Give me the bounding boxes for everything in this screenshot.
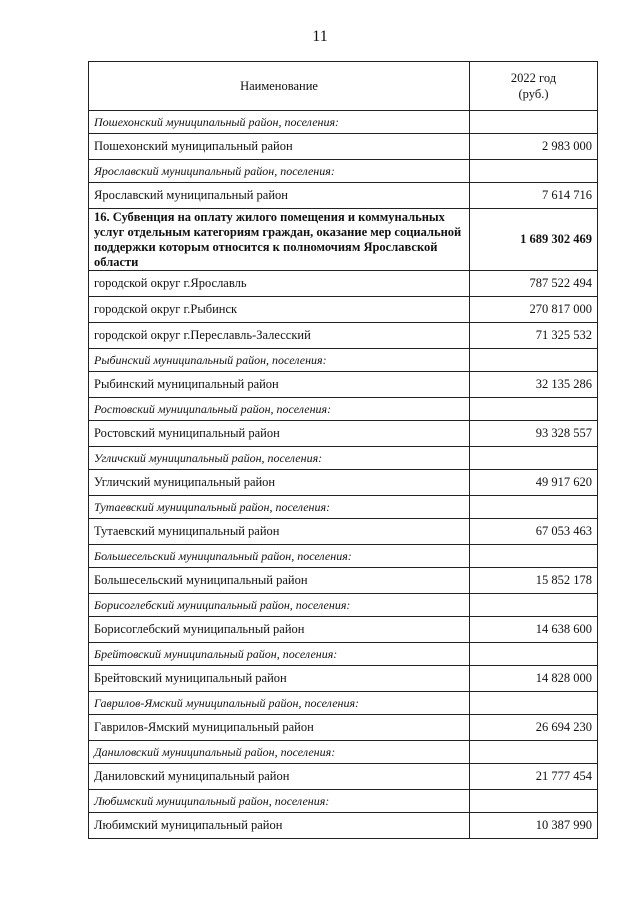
row-name: Рыбинский муниципальный район [89, 372, 470, 398]
table-row [89, 617, 598, 643]
district-header-label: Брейтовский муниципальный район, поселения: [89, 643, 470, 666]
district-header-row [89, 496, 598, 519]
section-total: 1 689 302 469 [470, 209, 598, 271]
table-header-row [89, 62, 598, 111]
district-header-row [89, 643, 598, 666]
column-header-unit: (руб.) [518, 87, 549, 101]
row-value [470, 447, 598, 470]
row-value: 26 694 230 [470, 715, 598, 741]
district-header-label: Гаврилов-Ямский муниципальный район, поселения: [89, 692, 470, 715]
row-name: Угличский муниципальный район [89, 470, 470, 496]
row-value [470, 398, 598, 421]
row-value: 93 328 557 [470, 421, 598, 447]
row-value: 15 852 178 [470, 568, 598, 594]
column-header-name: Наименование [89, 62, 470, 111]
row-name: Любимский муниципальный район [89, 813, 470, 839]
district-header-row [89, 111, 598, 134]
row-value: 270 817 000 [470, 297, 598, 323]
district-header-label: Рыбинский муниципальный район, поселения: [89, 349, 470, 372]
row-value [470, 111, 598, 134]
district-header-row [89, 692, 598, 715]
row-name: Даниловский муниципальный район [89, 764, 470, 790]
table-row [89, 297, 598, 323]
table-row [89, 372, 598, 398]
row-value [470, 545, 598, 568]
row-name: Пошехонский муниципальный район [89, 134, 470, 160]
row-value [470, 741, 598, 764]
page-number: 11 [312, 28, 328, 45]
table-row [89, 271, 598, 297]
table-row [89, 764, 598, 790]
district-header-label: Ростовский муниципальный район, поселения: [89, 398, 470, 421]
district-header-row [89, 790, 598, 813]
row-value [470, 594, 598, 617]
district-header-label: Угличский муниципальный район, поселения: [89, 447, 470, 470]
table-row [89, 421, 598, 447]
row-name: Брейтовский муниципальный район [89, 666, 470, 692]
row-name: Ростовский муниципальный район [89, 421, 470, 447]
row-value: 7 614 716 [470, 183, 598, 209]
table-row [89, 666, 598, 692]
district-header-label: Борисоглебский муниципальный район, поселения: [89, 594, 470, 617]
district-header-label: Ярославский муниципальный район, поселения: [89, 160, 470, 183]
district-header-label: Любимский муниципальный район, поселения: [89, 790, 470, 813]
row-value: 32 135 286 [470, 372, 598, 398]
row-name: городской округ г.Переславль-Залесский [89, 323, 470, 349]
row-value [470, 692, 598, 715]
section-row [89, 209, 598, 271]
row-value: 49 917 620 [470, 470, 598, 496]
district-header-row [89, 594, 598, 617]
row-value: 787 522 494 [470, 271, 598, 297]
table-row [89, 813, 598, 839]
row-value [470, 790, 598, 813]
column-header-year-label: 2022 год [510, 71, 557, 85]
table-row [89, 568, 598, 594]
district-header-label: Даниловский муниципальный район, поселения: [89, 741, 470, 764]
table-row [89, 470, 598, 496]
column-header-year [470, 62, 598, 111]
district-header-label: Тутаевский муниципальный район, поселения: [89, 496, 470, 519]
section-title: 16. Субвенция на оплату жилого помещения и коммунальных услуг отдельным категориям граждан, оказание мер социальной поддержки которым относится к полномочиям Ярославской области [89, 209, 470, 271]
row-name: Гаврилов-Ямский муниципальный район [89, 715, 470, 741]
row-value [470, 643, 598, 666]
row-name: Большесельский муниципальный район [89, 568, 470, 594]
table-row [89, 519, 598, 545]
district-header-row [89, 447, 598, 470]
row-value: 14 828 000 [470, 666, 598, 692]
row-name: городской округ г.Ярославль [89, 271, 470, 297]
row-value: 67 053 463 [470, 519, 598, 545]
table-body [89, 111, 598, 839]
district-header-row [89, 349, 598, 372]
row-name: Ярославский муниципальный район [89, 183, 470, 209]
row-name: городской округ г.Рыбинск [89, 297, 470, 323]
row-value: 2 983 000 [470, 134, 598, 160]
table-row [89, 183, 598, 209]
row-value: 71 325 532 [470, 323, 598, 349]
row-value: 10 387 990 [470, 813, 598, 839]
table-row [89, 323, 598, 349]
district-header-label: Большесельский муниципальный район, поселения: [89, 545, 470, 568]
row-value [470, 349, 598, 372]
row-value: 21 777 454 [470, 764, 598, 790]
budget-table [88, 61, 598, 839]
district-header-row [89, 398, 598, 421]
district-header-row [89, 545, 598, 568]
row-name: Борисоглебский муниципальный район [89, 617, 470, 643]
row-value: 14 638 600 [470, 617, 598, 643]
table-row [89, 715, 598, 741]
row-value [470, 160, 598, 183]
row-value [470, 496, 598, 519]
district-header-label: Пошехонский муниципальный район, поселения: [89, 111, 470, 134]
district-header-row [89, 160, 598, 183]
district-header-row [89, 741, 598, 764]
row-name: Тутаевский муниципальный район [89, 519, 470, 545]
table-row [89, 134, 598, 160]
